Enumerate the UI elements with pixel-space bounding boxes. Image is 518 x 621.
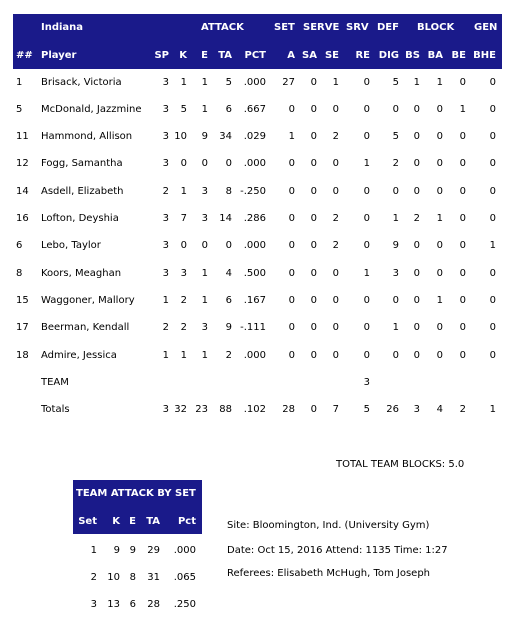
stat-cell: 0 (363, 131, 370, 142)
date-info: Date: Oct 15, 2016 Attend: 1135 Time: 1:27 (227, 545, 448, 556)
stat-cell: 0 (332, 158, 339, 169)
stat-cell: 0 (363, 213, 370, 224)
total-team-blocks: TOTAL TEAM BLOCKS: 5.0 (336, 459, 465, 470)
stat-cell: 0 (332, 268, 339, 279)
stat-cell: 0 (459, 213, 466, 224)
stat-cell: 0 (288, 104, 295, 115)
player-name: Koors, Meaghan (41, 268, 122, 279)
stat-cell: 0 (413, 131, 420, 142)
stat-cell: 0 (392, 186, 399, 197)
stat-cell: 10 (174, 131, 187, 142)
stat-cell: 1 (459, 104, 466, 115)
stat-cell: .000 (243, 240, 266, 251)
stat-cell: 6 (16, 240, 23, 251)
stat-cell: 0 (459, 240, 466, 251)
stat-cell: 0 (332, 350, 339, 361)
stat-cell: 0 (436, 186, 443, 197)
stat-cell: 0 (332, 104, 339, 115)
stat-cell: 0 (489, 158, 496, 169)
stat-cell: 2 (459, 404, 466, 415)
player-name: Lofton, Deyshia (41, 213, 119, 224)
stat-cell: 0 (363, 240, 370, 251)
attack-by-set-cell: 13 (107, 599, 120, 610)
attack-by-set-cell: 28 (147, 599, 160, 610)
stat-cell: 0 (489, 322, 496, 333)
stat-cell: 0 (436, 240, 443, 251)
site-info: Site: Bloomington, Ind. (University Gym) (227, 520, 430, 531)
stat-cell: 14 (219, 213, 232, 224)
stat-cell: 3 (180, 268, 187, 279)
stat-cell: 2 (332, 131, 339, 142)
stat-cell: 3 (392, 268, 399, 279)
player-name: McDonald, Jazzmine (41, 104, 142, 115)
stat-cell: 0 (288, 240, 295, 251)
player-name: Waggoner, Mallory (41, 295, 135, 306)
stat-cell: .102 (243, 404, 266, 415)
stat-cell: 3 (162, 77, 169, 88)
stat-cell: 0 (413, 158, 420, 169)
stat-cell: 4 (436, 404, 443, 415)
stat-cell: 34 (219, 131, 232, 142)
stat-cell: .000 (243, 158, 266, 169)
stat-cell: 1 (201, 77, 208, 88)
group-set: SET (274, 22, 295, 33)
stat-cell: 0 (413, 350, 420, 361)
stat-cell: 0 (489, 131, 496, 142)
stat-cell: 2 (413, 213, 420, 224)
stat-cell: 0 (489, 268, 496, 279)
stat-cell: 0 (310, 350, 317, 361)
group-srv: SRV (346, 22, 369, 33)
stat-cell: 1 (180, 77, 187, 88)
stat-cell: 3 (162, 404, 169, 415)
stat-cell: 0 (413, 295, 420, 306)
attack-by-set-cell: .065 (173, 572, 196, 583)
attack-by-set-cell: 9 (113, 545, 120, 556)
stat-cell: 0 (225, 158, 232, 169)
stat-cell: 0 (363, 295, 370, 306)
column-header: RE (355, 50, 370, 61)
stat-cell: 6 (225, 104, 232, 115)
column-header: PCT (244, 50, 266, 61)
stat-cell: 0 (489, 350, 496, 361)
team-name: Indiana (41, 22, 84, 33)
player-name: Admire, Jessica (41, 350, 117, 361)
stat-cell: 1 (288, 131, 295, 142)
stat-cell: 11 (16, 131, 29, 142)
stat-cell: 0 (363, 104, 370, 115)
stat-cell: 12 (16, 158, 29, 169)
stat-cell: 0 (413, 322, 420, 333)
stat-cell: .167 (243, 295, 266, 306)
attack-by-set-cell: 31 (147, 572, 160, 583)
attack-by-set-title: TEAM ATTACK BY SET (76, 488, 196, 499)
column-header: BHE (473, 50, 496, 61)
group-attack: ATTACK (201, 22, 244, 33)
stat-cell: 0 (332, 322, 339, 333)
stat-cell: 5 (392, 131, 399, 142)
stat-cell: 2 (162, 322, 169, 333)
stat-cell: 0 (436, 104, 443, 115)
stat-cell: 0 (363, 350, 370, 361)
stat-cell: 0 (363, 322, 370, 333)
column-header: TA (218, 50, 232, 61)
attack-by-set-cell: 6 (129, 599, 136, 610)
stat-cell: 0 (413, 240, 420, 251)
stat-cell: 0 (436, 131, 443, 142)
group-def: DEF (377, 22, 399, 33)
column-header: DIG (378, 50, 399, 61)
stat-cell: 1 (363, 268, 370, 279)
stat-cell: 0 (459, 158, 466, 169)
stat-cell: 1 (180, 350, 187, 361)
stat-cell: 0 (310, 213, 317, 224)
stat-cell: .000 (243, 77, 266, 88)
column-header: ## (16, 50, 33, 61)
stat-cell: 15 (16, 295, 29, 306)
stat-cell: 0 (459, 322, 466, 333)
attack-by-set-column: TA (146, 516, 160, 527)
stat-cell: 0 (288, 295, 295, 306)
player-name: Asdell, Elizabeth (41, 186, 124, 197)
stat-cell: 9 (201, 131, 208, 142)
player-name: Lebo, Taylor (41, 240, 101, 251)
stat-cell: 3 (201, 213, 208, 224)
stat-cell: 2 (180, 295, 187, 306)
stat-cell: 0 (436, 158, 443, 169)
stat-cell: 0 (363, 77, 370, 88)
stat-cell: 0 (332, 295, 339, 306)
stat-cell: 1 (201, 268, 208, 279)
stat-cell: 0 (459, 131, 466, 142)
stat-cell: 0 (225, 240, 232, 251)
stat-cell: 0 (363, 186, 370, 197)
attack-by-set-cell: 2 (90, 572, 97, 583)
column-header: SP (154, 50, 169, 61)
stat-cell: 9 (225, 322, 232, 333)
group-block: BLOCK (417, 22, 455, 33)
stat-cell: 4 (225, 268, 232, 279)
stat-cell: 1 (436, 77, 443, 88)
stat-cell: 0 (180, 158, 187, 169)
stat-cell: 2 (162, 186, 169, 197)
stat-cell: 0 (392, 104, 399, 115)
stat-cell: 1 (363, 158, 370, 169)
stat-cell: 88 (219, 404, 232, 415)
stat-cell: 17 (16, 322, 29, 333)
stat-cell: 0 (310, 186, 317, 197)
stat-cell: 3 (162, 240, 169, 251)
stat-cell: -.111 (240, 322, 266, 333)
player-name: Hammond, Allison (41, 131, 133, 142)
stat-cell: 3 (162, 158, 169, 169)
stat-cell: 3 (201, 322, 208, 333)
stat-cell: 0 (310, 131, 317, 142)
column-header: SE (324, 50, 339, 61)
stat-cell: 0 (288, 186, 295, 197)
attack-by-set-column: K (112, 516, 120, 527)
stat-cell: 1 (201, 350, 208, 361)
stat-cell: 3 (363, 377, 370, 388)
stat-cell: 1 (162, 350, 169, 361)
stat-cell: 0 (392, 295, 399, 306)
stat-cell: 1 (16, 77, 23, 88)
stat-cell: 14 (16, 186, 29, 197)
stat-cell: 0 (413, 268, 420, 279)
stat-cell: 0 (310, 404, 317, 415)
stat-cell: 8 (16, 268, 23, 279)
stat-cell: .029 (243, 131, 266, 142)
stat-cell: 5 (180, 104, 187, 115)
stat-cell: 5 (363, 404, 370, 415)
stat-cell: 2 (225, 350, 232, 361)
stat-cell: 16 (16, 213, 29, 224)
column-header: BS (405, 50, 420, 61)
stat-cell: 2 (332, 240, 339, 251)
stat-cell: 0 (436, 322, 443, 333)
stat-cell: 0 (489, 186, 496, 197)
attack-by-set-cell: .000 (173, 545, 196, 556)
stat-cell: 0 (459, 268, 466, 279)
group-serve: SERVE (303, 22, 340, 33)
column-header: A (287, 50, 295, 61)
stat-cell: 27 (282, 77, 295, 88)
stat-cell: 1 (201, 104, 208, 115)
attack-by-set-cell: 10 (107, 572, 120, 583)
stat-cell: 0 (489, 295, 496, 306)
player-name: Brisack, Victoria (41, 77, 122, 88)
player-name: Fogg, Samantha (41, 158, 123, 169)
stat-cell: 2 (392, 158, 399, 169)
attack-by-set-column: E (129, 516, 136, 527)
stat-cell: 1 (332, 77, 339, 88)
attack-by-set-column: Pct (177, 516, 196, 527)
stat-cell: 0 (310, 158, 317, 169)
stat-cell: 0 (310, 295, 317, 306)
stat-cell: .000 (243, 350, 266, 361)
stat-cell: 3 (413, 404, 420, 415)
stat-cell: 28 (282, 404, 295, 415)
stat-cell: 1 (489, 404, 496, 415)
referees-info: Referees: Elisabeth McHugh, Tom Joseph (227, 568, 431, 579)
stat-cell: 23 (195, 404, 208, 415)
stat-cell: 8 (225, 186, 232, 197)
stat-cell: 1 (392, 322, 399, 333)
stat-cell: 7 (332, 404, 339, 415)
stat-cell: 1 (180, 186, 187, 197)
player-name: Totals (41, 404, 70, 415)
stat-cell: 0 (332, 186, 339, 197)
stat-cell: 3 (201, 186, 208, 197)
stat-cell: 0 (392, 350, 399, 361)
stat-cell: 0 (413, 104, 420, 115)
attack-by-set-cell: .250 (173, 599, 196, 610)
stat-cell: 0 (459, 186, 466, 197)
stat-cell: 0 (310, 77, 317, 88)
stat-cell: 2 (180, 322, 187, 333)
stat-cell: 3 (162, 268, 169, 279)
stat-cell: 1 (392, 213, 399, 224)
column-header: BA (427, 50, 443, 61)
stat-cell: 0 (436, 268, 443, 279)
stat-cell: .667 (243, 104, 266, 115)
stat-cell: 0 (459, 295, 466, 306)
stat-cell: 1 (436, 213, 443, 224)
stat-cell: 1 (436, 295, 443, 306)
attack-by-set-cell: 29 (147, 545, 160, 556)
stat-cell: -.250 (240, 186, 266, 197)
stat-cell: 2 (332, 213, 339, 224)
stat-cell: 0 (310, 104, 317, 115)
stat-cell: 0 (288, 350, 295, 361)
stat-cell: 1 (489, 240, 496, 251)
stat-cell: 0 (489, 213, 496, 224)
stat-cell: 0 (288, 213, 295, 224)
attack-by-set-cell: 3 (90, 599, 97, 610)
stat-cell: 0 (310, 322, 317, 333)
stat-cell: 0 (489, 104, 496, 115)
column-header: E (201, 50, 208, 61)
stat-cell: 1 (162, 295, 169, 306)
stat-cell: 0 (459, 350, 466, 361)
stat-cell: 5 (392, 77, 399, 88)
stat-cell: .500 (243, 268, 266, 279)
stat-cell: 3 (162, 213, 169, 224)
stat-cell: 0 (288, 268, 295, 279)
stat-cell: 0 (413, 186, 420, 197)
stat-cell: 3 (162, 104, 169, 115)
stat-cell: 7 (180, 213, 187, 224)
stat-cell: 9 (392, 240, 399, 251)
stat-cell: 0 (288, 322, 295, 333)
stat-cell: 0 (201, 240, 208, 251)
player-name: TEAM (41, 377, 69, 388)
stat-cell: 1 (413, 77, 420, 88)
column-header: K (179, 50, 187, 61)
group-gen: GEN (474, 22, 498, 33)
stat-cell: 3 (162, 131, 169, 142)
attack-by-set-column: Set (78, 516, 97, 527)
stat-cell: 1 (201, 295, 208, 306)
column-header: BE (451, 50, 466, 61)
attack-by-set-cell: 9 (129, 545, 136, 556)
stat-cell: 5 (225, 77, 232, 88)
stat-cell: 0 (201, 158, 208, 169)
column-header: SA (302, 50, 317, 61)
column-header: Player (41, 50, 77, 61)
attack-by-set-cell: 1 (90, 545, 97, 556)
stat-cell: 0 (436, 350, 443, 361)
stat-cell: 0 (489, 77, 496, 88)
player-name: Beerman, Kendall (41, 322, 130, 333)
stat-cell: .286 (243, 213, 266, 224)
stat-cell: 6 (225, 295, 232, 306)
stat-cell: 0 (310, 240, 317, 251)
attack-by-set-cell: 8 (129, 572, 136, 583)
stat-cell: 0 (180, 240, 187, 251)
stat-cell: 0 (459, 77, 466, 88)
stat-cell: 0 (288, 158, 295, 169)
stat-cell: 32 (174, 404, 187, 415)
stat-cell: 5 (16, 104, 23, 115)
stat-cell: 26 (386, 404, 399, 415)
stat-cell: 0 (310, 268, 317, 279)
stat-cell: 18 (16, 350, 29, 361)
